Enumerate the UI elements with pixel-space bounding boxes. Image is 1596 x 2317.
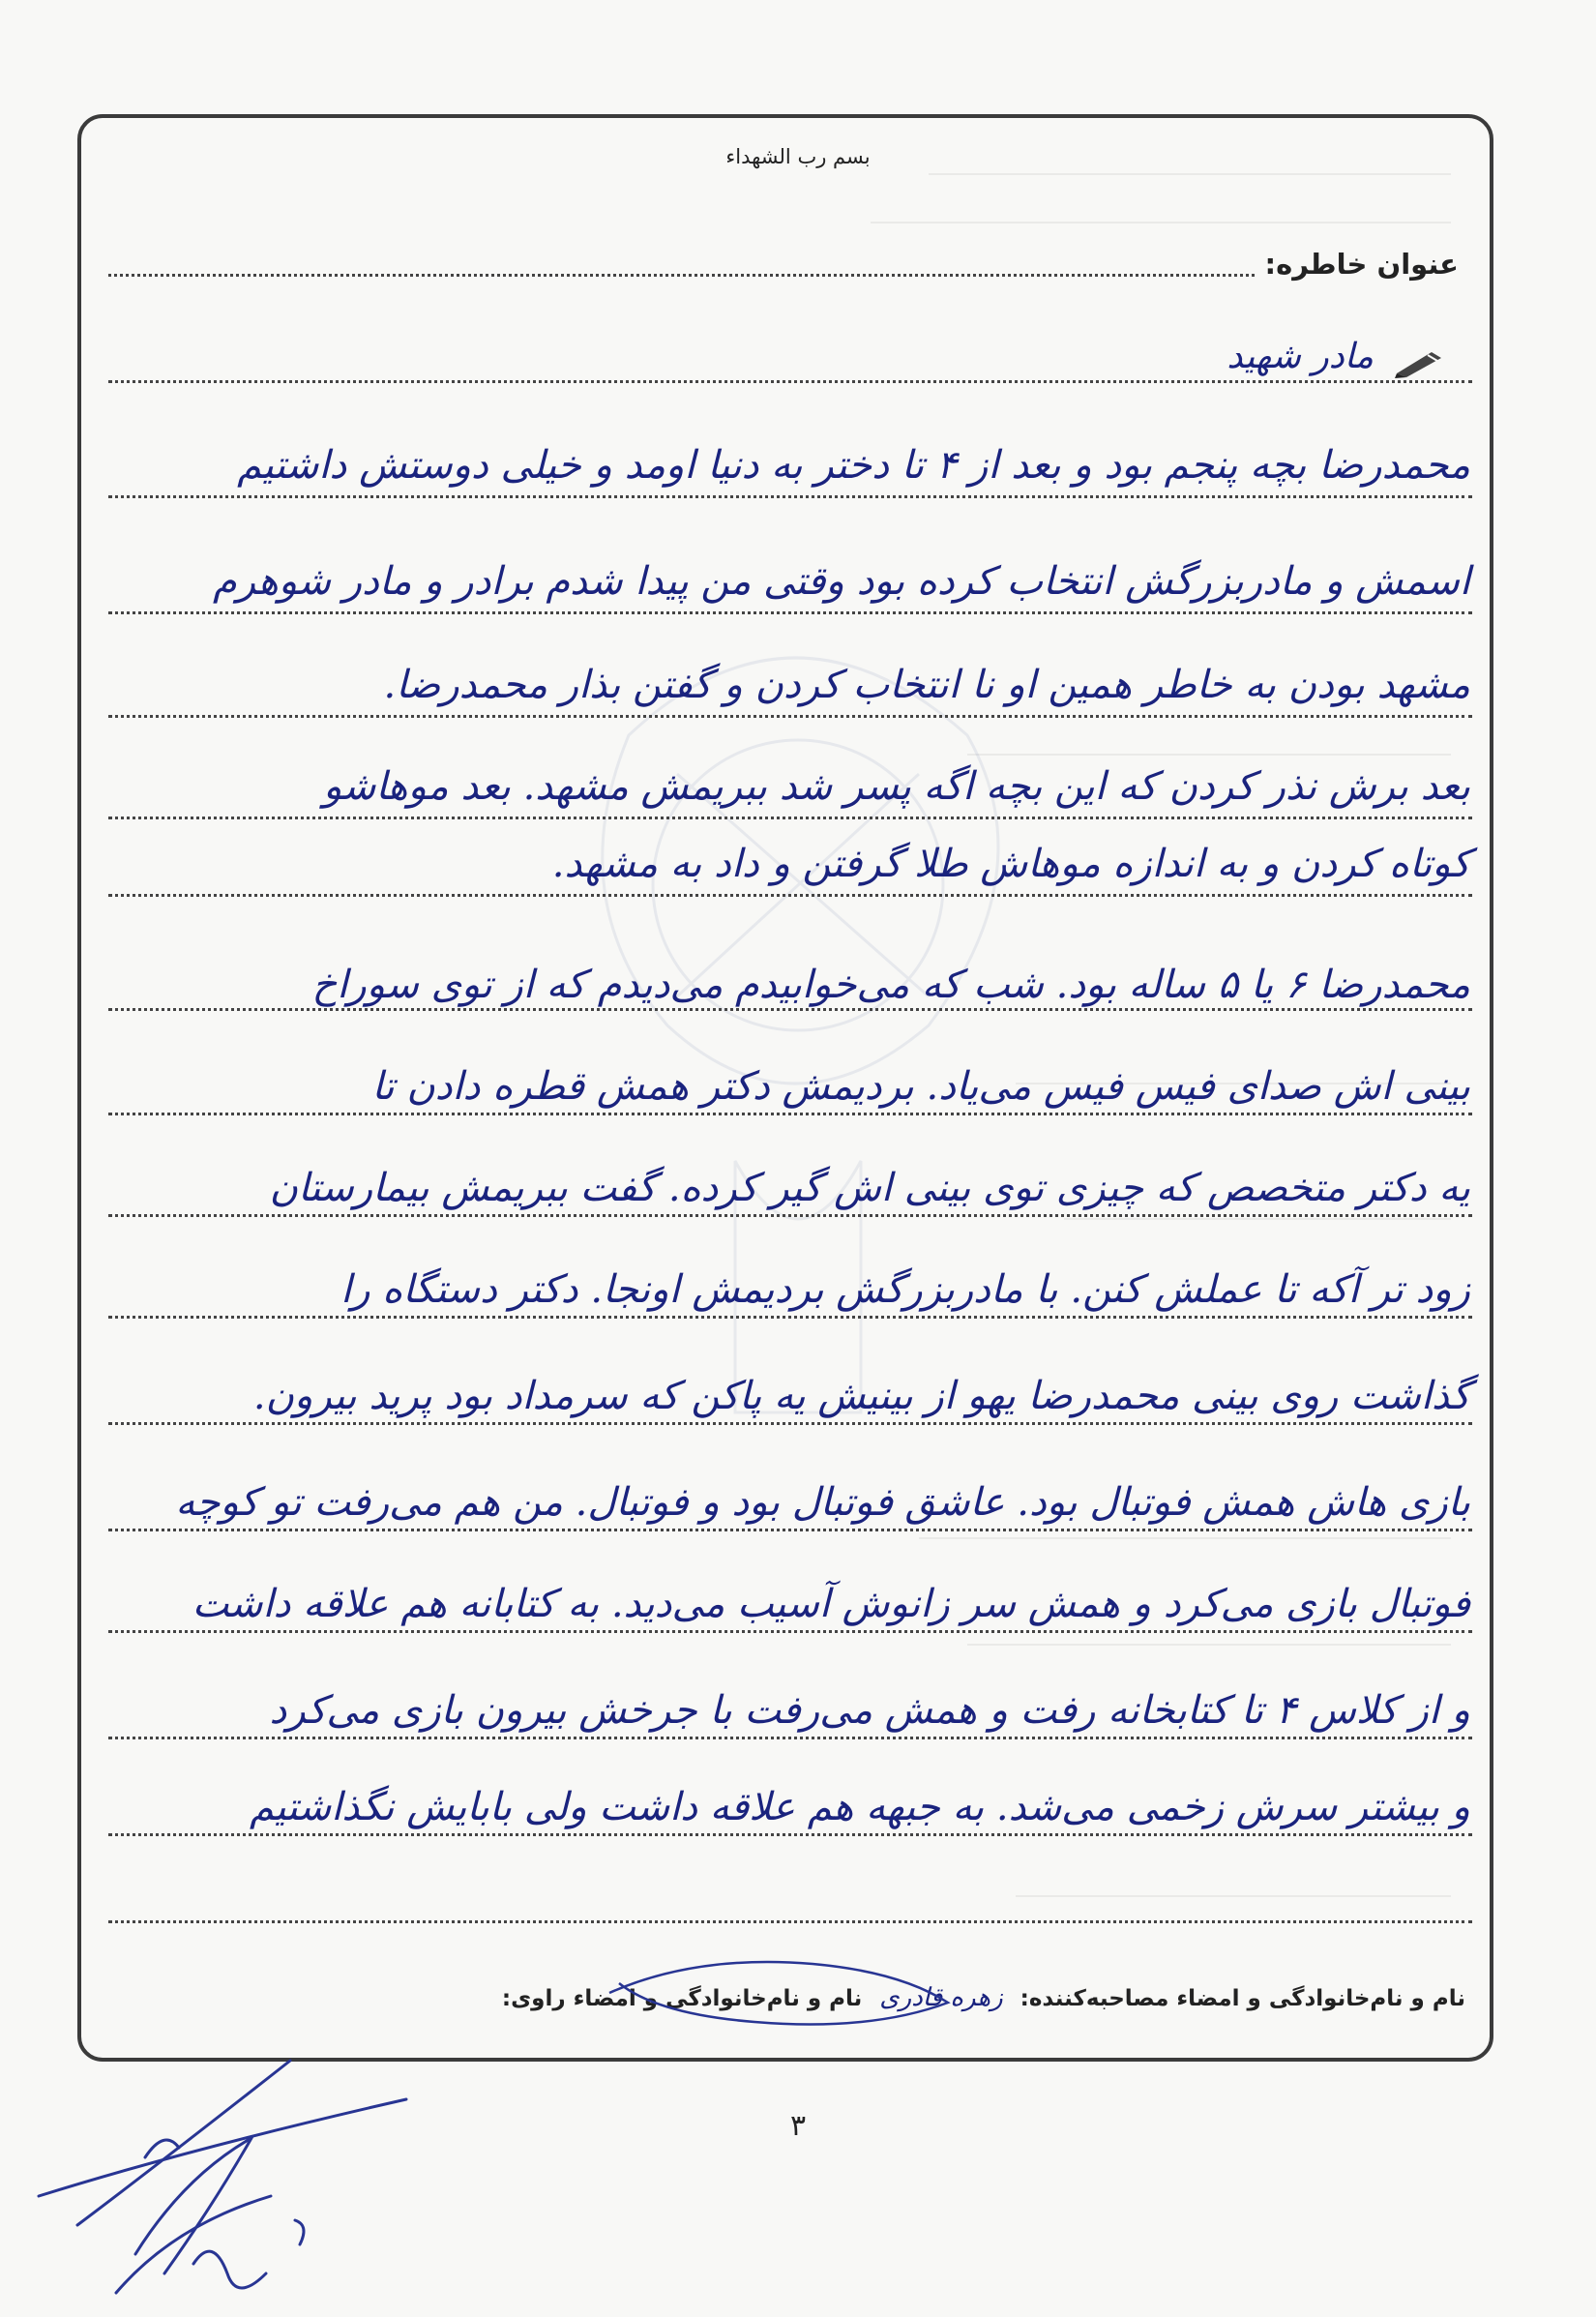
memory-title-value: مادر شهید [1227,337,1374,376]
handwritten-line: بعد برش نذر کردن که این بچه اگه پسر شد ببریمش مشهد. بعد موهاشو [323,764,1470,809]
handwritten-line: محمدرضا بچه پنجم بود و بعد از ۴ تا دختر به دنیا اومد و خیلی دوستش داشتیم [237,443,1470,488]
handwritten-line: کوتاه کردن و به اندازه موهاش طلا گرفتن و داد به مشهد. [551,842,1470,886]
dotted-line [108,1113,1472,1115]
form-header: بسم رب الشهداء [725,145,871,168]
handwritten-line: فوتبال بازی می‌کرد و همش سر زانوش آسیب می‌دید. به کتابانه هم علاقه داشت [192,1582,1470,1626]
handwritten-line: و بیشتر سرش زخمی می‌شد. به جبهه هم علاقه داشت ولی بابایش نگذاشتیم [249,1785,1470,1829]
handwritten-line: زود تر آکه تا عملش کنن. با مادربزرگش بردیمش اونجا. دکتر دستگاه را [340,1267,1470,1312]
dotted-line [108,611,1472,614]
narrator-signature [19,2032,503,2312]
handwritten-line: محمدرضا ۶ یا ۵ ساله بود. شب که می‌خوابیدم می‌دیدم که از توی سوراخ [311,963,1470,1007]
dotted-line [108,1214,1472,1217]
dotted-line [108,1316,1472,1319]
handwritten-line: بینی اش صدای فیس فیس می‌یاد. بردیمش دکتر همش قطره دادن تا [371,1064,1470,1109]
dotted-line [108,1422,1472,1425]
interviewer-signature [580,1925,967,2041]
dotted-line [108,495,1472,498]
title-dotted-line [108,274,1255,277]
narrator-label: نام و نام‌خانوادگی و امضاء راوی: [501,1986,863,2011]
dotted-line [108,894,1472,897]
handwritten-line: اسمش و مادربزرگش انتخاب کرده بود وقتی من پیدا شدم برادر و مادر شوهرم [212,559,1470,604]
dotted-line [108,1630,1472,1633]
handwritten-line: گذاشت روی بینی محمدرضا یهو از بینیش یه پاکن که سرمداد بود پرید بیرون. [252,1374,1470,1418]
dotted-line [108,1737,1472,1739]
pen-icon [1393,346,1445,379]
dotted-line [108,1920,1472,1923]
dotted-line [108,715,1472,718]
interviewer-name: زهره قادری [879,1983,1003,2012]
handwritten-line: یه دکتر متخصص که چیزی توی بینی اش گیر کرده. گفت ببریمش بیمارستان [269,1166,1470,1210]
page-number: ۳ [789,2109,807,2143]
dotted-line [108,817,1472,819]
dotted-line [108,1833,1472,1836]
interviewer-label: نام و نام‌خانوادگی و امضاء مصاحبه‌کننده: [1020,1986,1465,2011]
memory-title-label: عنوان خاطره: [1264,248,1459,281]
handwritten-line: و از کلاس ۴ تا کتابخانه رفت و همش می‌رفت با جرخش بیرون بازی می‌کرد [269,1688,1470,1733]
dotted-line [108,1529,1472,1531]
handwritten-line: بازی هاش همش فوتبال بود. عاشق فوتبال بود و فوتبال. من هم می‌رفت تو کوچه [175,1480,1470,1525]
handwritten-line: مشهد بودن به خاطر همین او نا انتخاب کردن و گفتن بذار محمدرضا. [383,663,1470,707]
dotted-line [108,1008,1472,1011]
dotted-line [108,380,1472,383]
